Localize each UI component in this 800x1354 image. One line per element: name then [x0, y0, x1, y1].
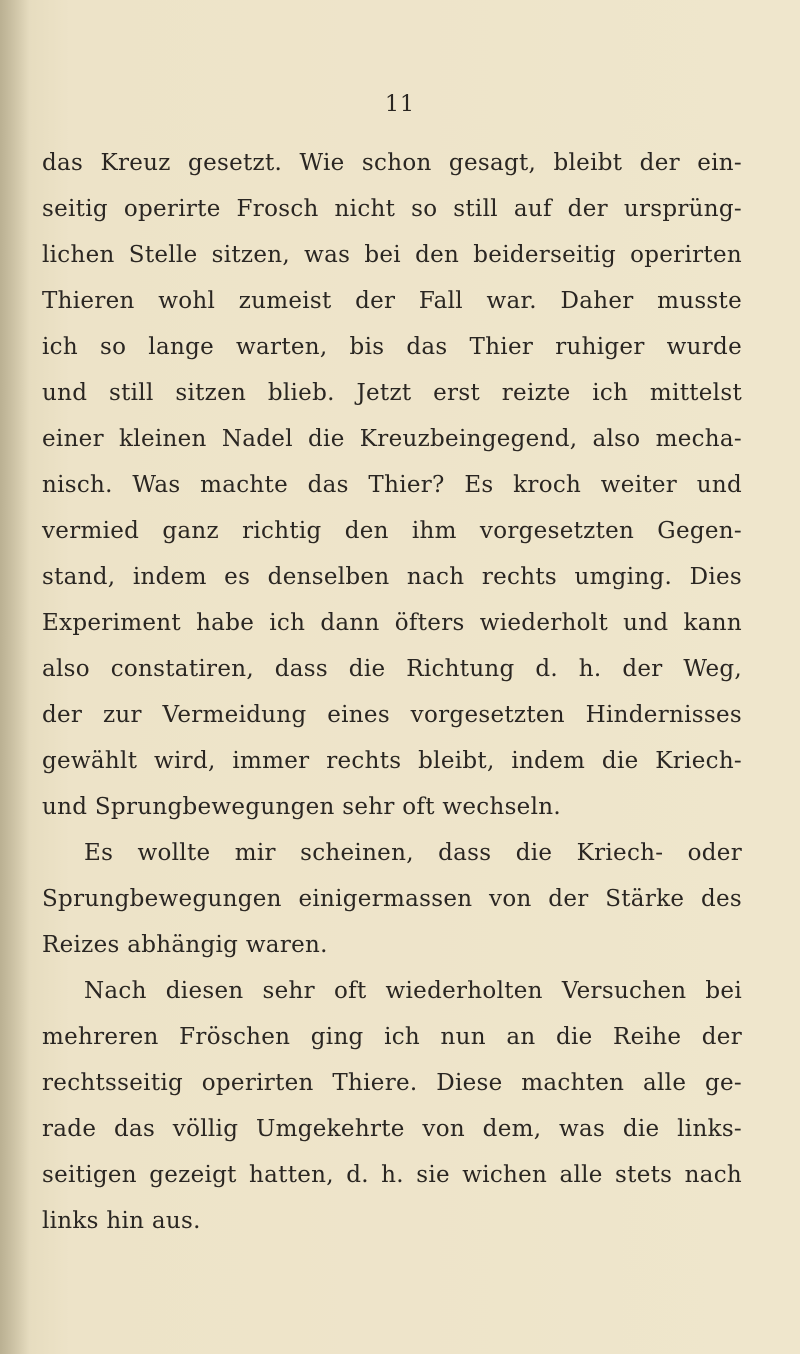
text-line: ich so lange warten, bis das Thier ruhiger wurde: [42, 334, 742, 360]
text-line: einer kleinen Nadel die Kreuzbeingegend, also mecha-: [42, 426, 742, 452]
text-line: links hin aus.: [42, 1208, 201, 1234]
text-line: lichen Stelle sitzen, was bei den beiderseitig operirten: [42, 242, 742, 268]
body-text: [42, 140, 742, 1244]
text-line: vermied ganz richtig den ihm vorgesetzten Gegen-: [42, 518, 742, 544]
text-line: mehreren Fröschen ging ich nun an die Reihe der: [42, 1024, 742, 1050]
text-line: und Sprungbewegungen sehr oft wechseln.: [42, 794, 561, 820]
text-line: seitig operirte Frosch nicht so still auf der ursprüng-: [42, 196, 742, 222]
text-line: der zur Vermeidung eines vorgesetzten Hindernisses: [42, 702, 742, 728]
text-line: Sprungbewegungen einigermassen von der Stärke des: [42, 886, 742, 912]
text-line: Experiment habe ich dann öfters wiederholt und kann: [42, 610, 742, 636]
text-line: also constatiren, dass die Richtung d. h. der Weg,: [42, 656, 742, 682]
binding-shadow: [0, 0, 30, 1354]
page-number: 11: [385, 92, 415, 117]
text-line: gewählt wird, immer rechts bleibt, indem die Kriech-: [42, 748, 742, 774]
text-line: und still sitzen blieb. Jetzt erst reizte ich mittelst: [42, 380, 742, 406]
text-line: rade das völlig Umgekehrte von dem, was die links-: [42, 1116, 742, 1142]
text-line: Nach diesen sehr oft wiederholten Versuchen bei: [84, 978, 742, 1004]
text-line: Es wollte mir scheinen, dass die Kriech- oder: [84, 840, 742, 866]
text-line: Reizes abhängig waren.: [42, 932, 328, 958]
text-line: rechtsseitig operirten Thiere. Diese machten alle ge-: [42, 1070, 742, 1096]
text-line: nisch. Was machte das Thier? Es kroch weiter und: [42, 472, 742, 498]
text-line: Thieren wohl zumeist der Fall war. Daher musste: [42, 288, 742, 314]
text-line: seitigen gezeigt hatten, d. h. sie wichen alle stets nach: [42, 1162, 742, 1188]
text-line: das Kreuz gesetzt. Wie schon gesagt, bleibt der ein-: [42, 150, 742, 176]
text-line: stand, indem es denselben nach rechts umging. Dies: [42, 564, 742, 590]
